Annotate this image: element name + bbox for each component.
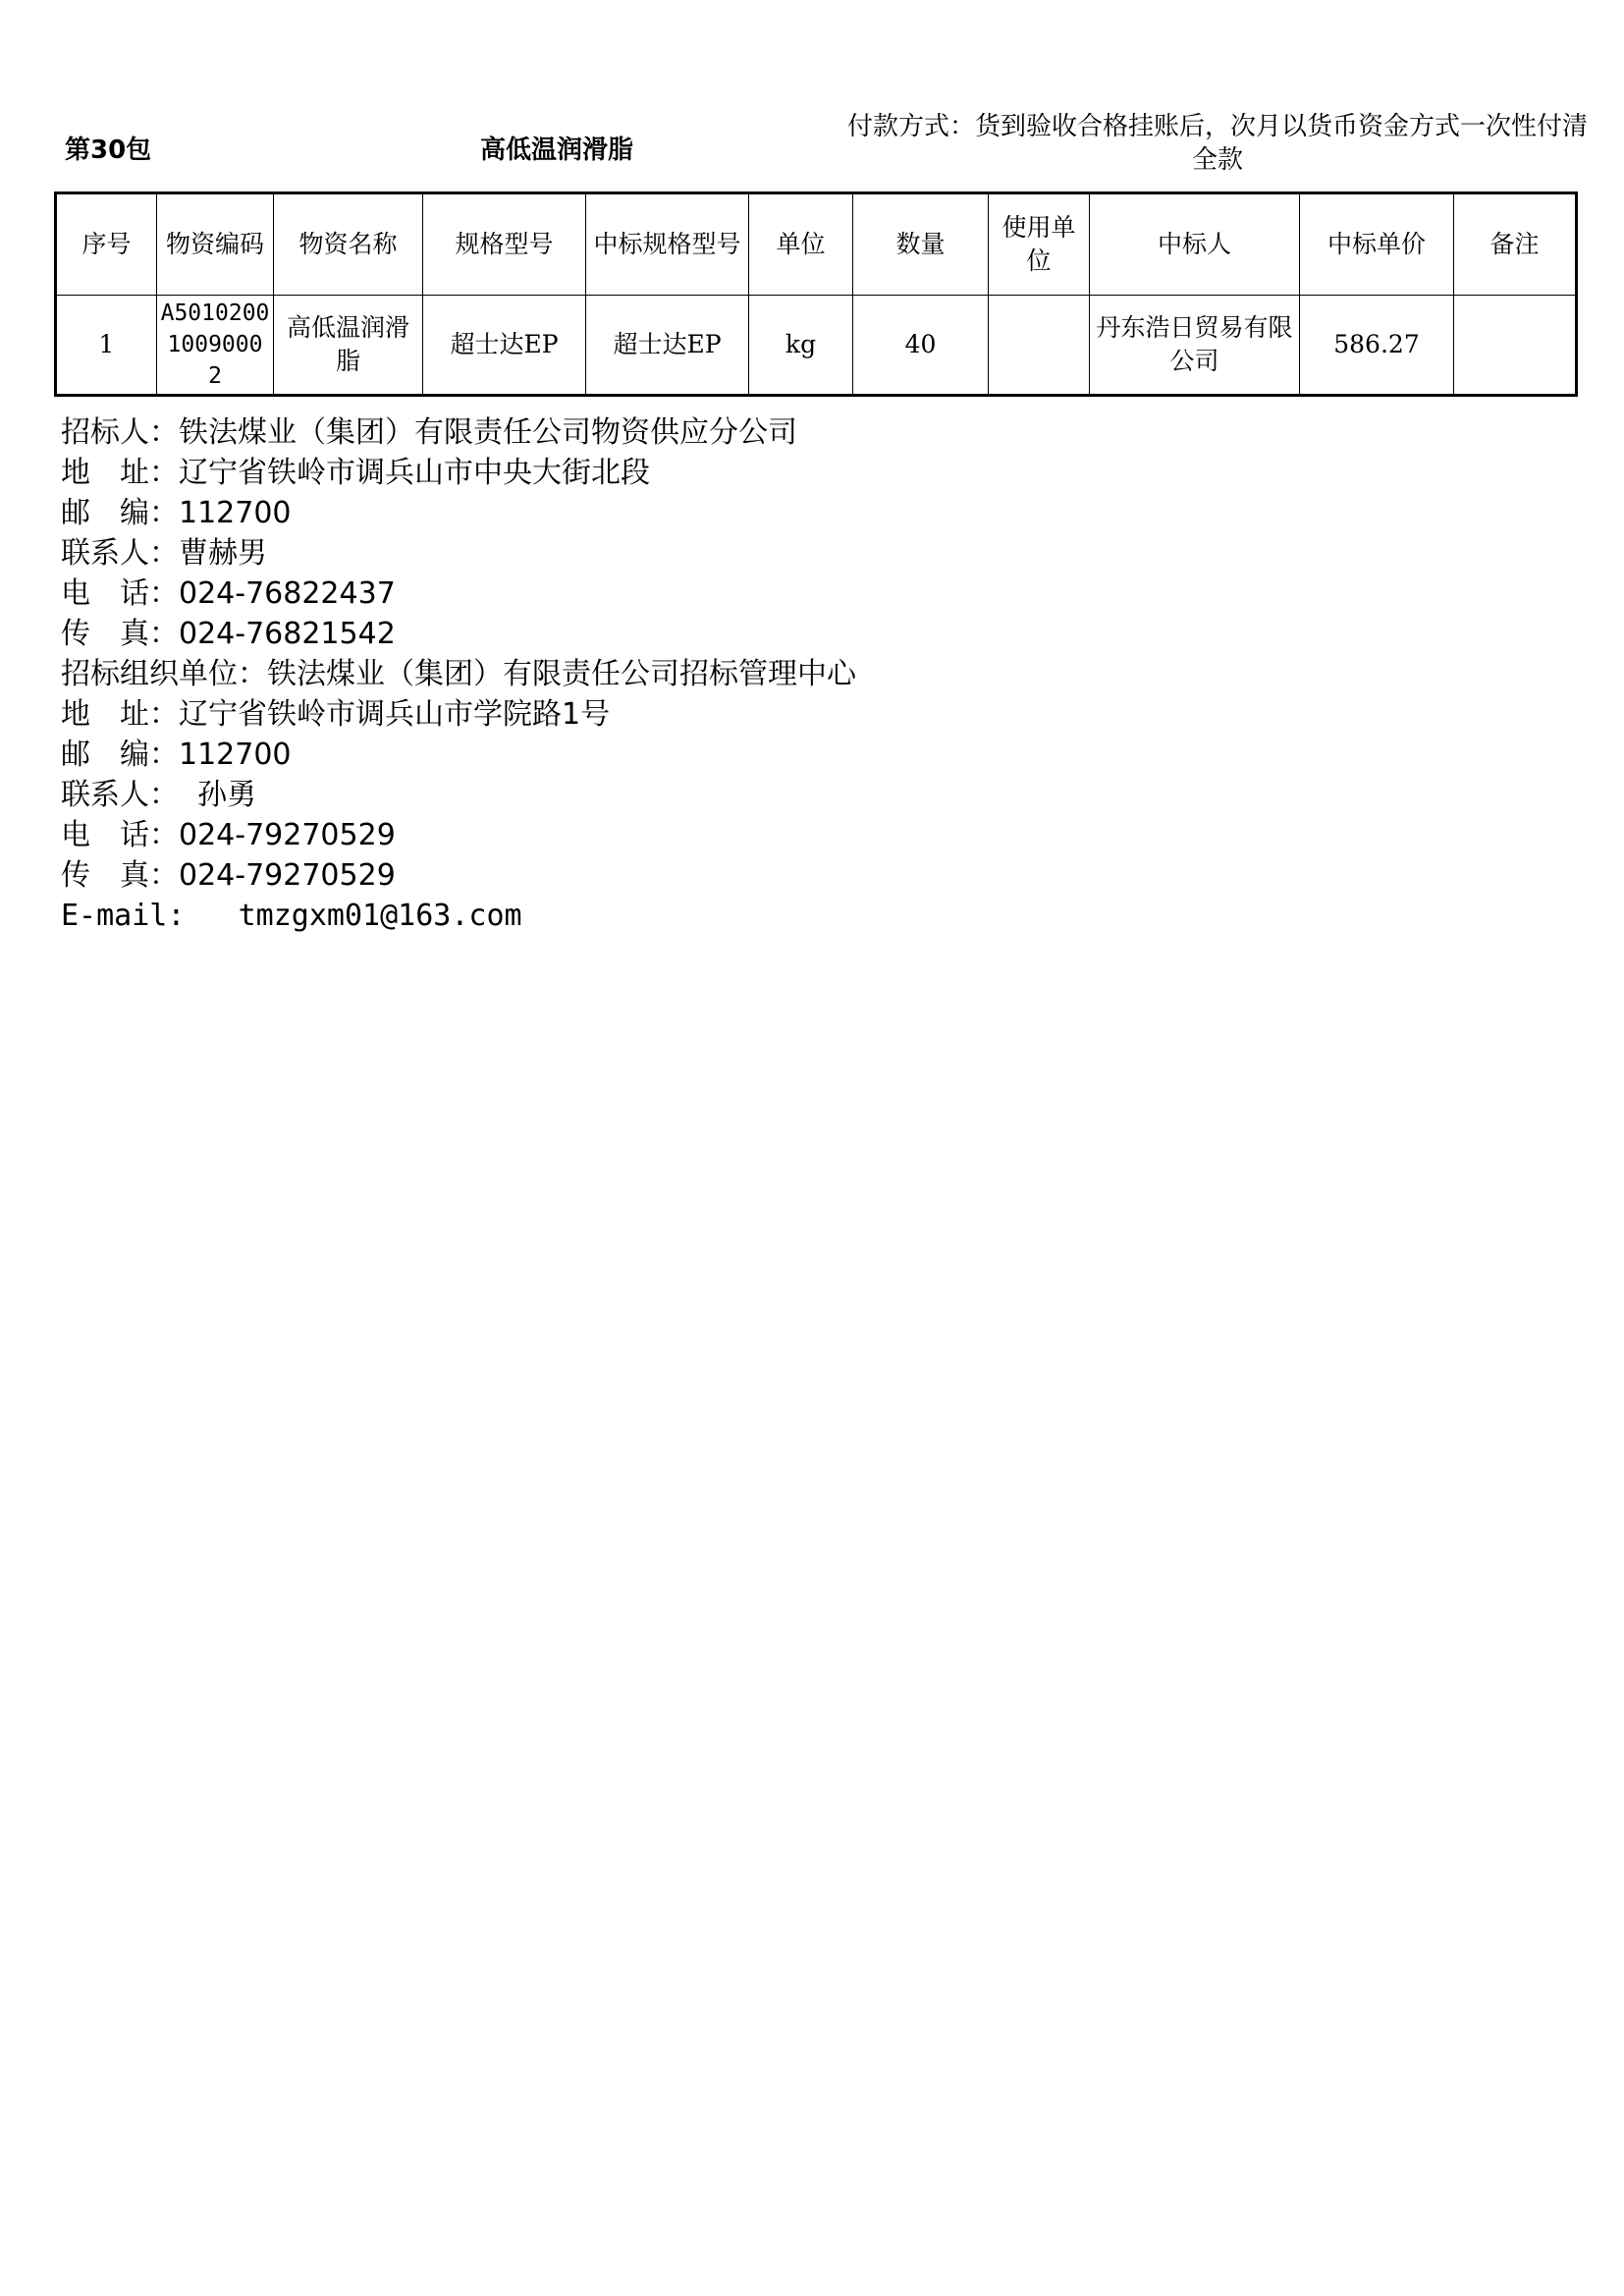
- col-header-remark: 备注: [1454, 193, 1577, 296]
- cell-remark: [1454, 296, 1577, 396]
- agency-address-line: 地 址：辽宁省铁岭市调兵山市学院路1号: [61, 697, 611, 732]
- col-header-unit-price: 中标单价: [1300, 193, 1454, 296]
- cell-quantity: 40: [853, 296, 989, 396]
- cell-user-unit: [989, 296, 1090, 396]
- tenderer-postcode-line: 邮 编：112700: [61, 496, 292, 530]
- item-title: 高低温润滑脂: [480, 136, 634, 165]
- cell-unit: kg: [749, 296, 853, 396]
- col-header-name: 物资名称: [274, 193, 423, 296]
- col-header-winning-spec: 中标规格型号: [586, 193, 749, 296]
- agency-line: 招标组织单位：铁法煤业（集团）有限责任公司招标管理中心: [61, 657, 856, 691]
- table-row: [56, 296, 1577, 396]
- col-header-winner: 中标人: [1090, 193, 1300, 296]
- tenderer-fax-line: 传 真：024-76821542: [61, 617, 396, 651]
- cell-name: 高低温润滑脂: [274, 296, 423, 396]
- col-header-user-unit: 使用单位: [989, 193, 1090, 296]
- payment-terms: 付款方式：货到验收合格挂账后，次月以货币资金方式一次性付清全款: [846, 112, 1588, 175]
- col-header-quantity: 数量: [853, 193, 989, 296]
- col-header-code: 物资编码: [157, 193, 274, 296]
- bid-result-table: [54, 191, 1578, 397]
- cell-winning-spec: 超士达EP: [586, 296, 749, 396]
- tenderer-line: 招标人：铁法煤业（集团）有限责任公司物资供应分公司: [61, 415, 797, 450]
- agency-contact-line: 联系人： 孙勇: [61, 778, 257, 812]
- cell-code: A50102001009000 2: [157, 296, 274, 396]
- col-header-unit: 单位: [749, 193, 853, 296]
- col-header-index: 序号: [56, 193, 157, 296]
- tenderer-contact-line: 联系人：曹赫男: [61, 536, 267, 571]
- agency-fax-line: 传 真：024-79270529: [61, 858, 396, 893]
- agency-phone-line: 电 话：024-79270529: [61, 818, 396, 852]
- cell-spec: 超士达EP: [423, 296, 586, 396]
- cell-index: 1: [56, 296, 157, 396]
- cell-unit-price: 586.27: [1300, 296, 1454, 396]
- package-number: 第30包: [65, 136, 152, 165]
- agency-email-line[interactable]: E-mail: tmzgxm01@163.com: [61, 899, 522, 933]
- contact-info-block: [61, 412, 856, 936]
- cell-winner: 丹东浩日贸易有限公司: [1090, 296, 1300, 396]
- table-header-row: [56, 193, 1577, 296]
- col-header-spec: 规格型号: [423, 193, 586, 296]
- agency-postcode-line: 邮 编：112700: [61, 738, 292, 772]
- tenderer-address-line: 地 址：辽宁省铁岭市调兵山市中央大街北段: [61, 456, 650, 490]
- tenderer-phone-line: 电 话：024-76822437: [61, 576, 396, 611]
